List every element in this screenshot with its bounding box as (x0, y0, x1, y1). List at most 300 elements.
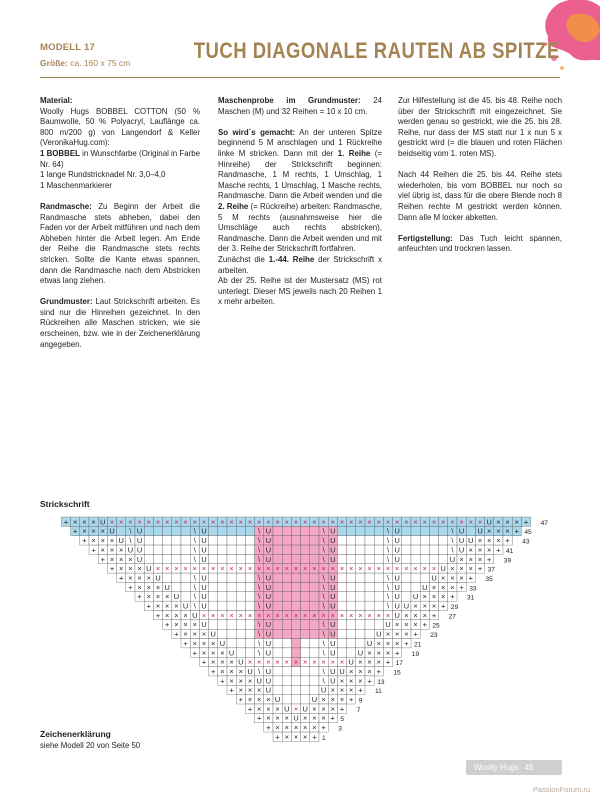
chart-cell (411, 554, 420, 563)
grundmuster-section (40, 297, 200, 350)
chart-symbol: × (431, 601, 437, 611)
chart-symbol: \ (322, 620, 325, 630)
chart-cell (439, 545, 448, 554)
chart-cell (245, 573, 254, 582)
chart-cell (411, 582, 420, 591)
chart-cell (310, 582, 319, 591)
chart-cell (402, 592, 411, 601)
chart-symbol: × (431, 517, 437, 527)
chart-symbol: \ (386, 601, 390, 611)
chart-symbol: U (265, 685, 272, 695)
chart-symbol: U (385, 620, 391, 630)
chart-cell (236, 573, 245, 582)
chart-cell (411, 545, 420, 554)
chart-symbol: \ (258, 536, 261, 546)
chart-symbol: × (450, 582, 455, 592)
chart-cell (209, 545, 218, 554)
chart-cell (310, 620, 319, 629)
chart-symbol: \ (322, 601, 325, 611)
chart-symbol: × (155, 601, 161, 611)
fertigstellung-label: Fertigstellung: (398, 233, 453, 243)
chart-cell (282, 545, 291, 554)
chart-symbol: \ (258, 526, 261, 536)
chart-cell (218, 526, 227, 535)
chart-symbol: × (284, 657, 289, 667)
chart-symbol: × (192, 564, 197, 574)
chart-cell (245, 592, 254, 601)
chart-symbol: + (413, 629, 418, 639)
chart-cell (282, 592, 291, 601)
chart-symbol: × (487, 545, 492, 555)
chart-cell (144, 536, 153, 545)
chart-symbol: + (487, 554, 492, 564)
chart-symbol: × (192, 629, 197, 639)
chart-cell (301, 582, 310, 591)
chart-cell (365, 536, 374, 545)
chart-cell (227, 601, 236, 610)
chart-symbol: U (477, 526, 483, 536)
chart-cell (236, 582, 245, 591)
chart-symbol: + (165, 620, 170, 630)
chart-cell (310, 667, 319, 676)
chart-cell (227, 629, 236, 638)
chart-symbol: \ (129, 526, 132, 536)
chart-symbol: U (265, 582, 272, 592)
chart-symbol: × (312, 723, 317, 733)
chart-cell (227, 536, 236, 545)
chart-symbol: U (458, 526, 465, 536)
chart-symbol: × (238, 685, 243, 695)
chart-symbol: × (165, 601, 170, 611)
chart-cell (273, 629, 282, 638)
chart-symbol: × (404, 610, 409, 620)
chart-symbol: × (257, 695, 262, 704)
chart-cell (301, 676, 310, 685)
chart-symbol: × (119, 554, 124, 564)
chart-cell (181, 592, 190, 601)
chart-symbol: + (496, 545, 501, 555)
chart-symbol: \ (129, 536, 132, 546)
chart-cell (291, 573, 300, 582)
chart-cell (291, 676, 300, 685)
chart-symbol: × (303, 610, 308, 620)
chart-cell (356, 536, 365, 545)
chart-cell (273, 676, 282, 685)
chart-symbol: U (394, 592, 400, 602)
chart-symbol: × (284, 564, 289, 574)
chart-cell (245, 639, 254, 648)
chart-symbol: × (257, 564, 262, 574)
chart-cell (218, 601, 227, 610)
chart-symbol: U (339, 666, 345, 676)
chart-cell (282, 685, 291, 694)
chart-symbol: × (229, 657, 234, 667)
chart-symbol: + (119, 573, 124, 583)
chart-symbol: U (265, 676, 272, 686)
chart-symbol: U (357, 648, 364, 658)
chart-symbol: × (441, 582, 446, 592)
chart-cell (291, 526, 300, 535)
chart-cell (356, 573, 365, 582)
chart-symbol: \ (322, 582, 325, 592)
chart-cell (245, 620, 254, 629)
chart-symbol: + (385, 657, 391, 667)
chart-cell (273, 582, 282, 591)
row-number-label: 41 (506, 547, 514, 555)
chart-cell (356, 554, 365, 563)
chart-symbol: × (91, 536, 96, 546)
chart-cell (273, 639, 282, 648)
row-number-label: 45 (524, 529, 532, 537)
chart-symbol: × (477, 554, 483, 564)
chart-symbol: × (100, 545, 105, 555)
chart-symbol: U (394, 582, 400, 592)
chart-symbol: U (201, 526, 207, 536)
chart-symbol: \ (451, 526, 454, 536)
chart-symbol: × (266, 564, 271, 574)
chart-symbol: × (128, 517, 133, 527)
fertigstellung-section (398, 234, 562, 255)
chart-symbol: × (349, 685, 354, 695)
chart-symbol: × (220, 564, 225, 574)
row-number-label: 1 (322, 734, 326, 742)
chart-symbol: × (100, 536, 105, 546)
chart-cell (273, 685, 282, 694)
chart-cell (347, 648, 356, 657)
chart-symbol: × (349, 666, 354, 676)
chart-cell (337, 648, 346, 657)
chart-symbol: U (330, 629, 336, 639)
chart-symbol: × (303, 732, 308, 742)
chart-symbol: \ (193, 536, 196, 546)
chart-cell (420, 573, 429, 582)
chart-symbol: × (201, 629, 207, 639)
chart-symbol: × (376, 610, 381, 620)
chart-symbol: U (394, 573, 400, 583)
chart-symbol: \ (258, 582, 261, 592)
chart-cell (356, 639, 365, 648)
chart-symbol: \ (386, 592, 390, 602)
chart-cell (245, 545, 254, 554)
chart-symbol: × (303, 657, 308, 667)
chart-symbol: × (367, 657, 372, 667)
chart-symbol: \ (258, 601, 261, 611)
chart-cell (337, 573, 346, 582)
chart-cell (273, 573, 282, 582)
chart-cell (310, 536, 319, 545)
chart-symbol: U (330, 676, 336, 686)
instructions-row-2: 2. Reihe (218, 201, 249, 211)
chart-symbol: U (394, 554, 400, 564)
chart-cell (172, 554, 181, 563)
chart-symbol: × (496, 526, 501, 536)
chart-symbol: × (477, 545, 483, 555)
chart-symbol: × (431, 564, 437, 574)
chart-symbol: × (385, 564, 391, 574)
chart-cell (245, 601, 254, 610)
chart-symbol: + (441, 601, 446, 611)
chart-cell (209, 582, 218, 591)
chart-cell (181, 554, 190, 563)
chart-symbol: × (155, 592, 161, 602)
chart-cell (374, 582, 383, 591)
chart-symbol: U (330, 620, 336, 630)
chart-symbol: U (201, 573, 207, 583)
chart-symbol: × (303, 723, 308, 733)
chart-symbol: \ (322, 554, 325, 564)
chart-symbol: \ (322, 638, 325, 648)
chart-symbol: \ (258, 648, 261, 658)
chart-symbol: × (247, 564, 253, 574)
chart-symbol: × (459, 573, 464, 583)
chart-cell (301, 545, 310, 554)
chart-symbol: U (265, 592, 272, 602)
chart-symbol: × (183, 620, 188, 630)
chart-symbol: × (284, 723, 289, 733)
chart-symbol: + (459, 582, 464, 592)
chart-cell (291, 592, 300, 601)
chart-symbol: \ (193, 545, 196, 555)
chart-symbol: U (330, 648, 336, 658)
chart-symbol: × (247, 676, 253, 686)
chart-symbol: + (220, 676, 225, 686)
chart-symbol: × (284, 713, 289, 723)
maschenprobe-text: 24 Maschen (M) und 32 Reihen = 10 x 10 cm. (218, 96, 382, 116)
chart-symbol: × (183, 629, 188, 639)
chart-cell (439, 536, 448, 545)
chart-cell (374, 573, 383, 582)
chart-symbol: U (265, 554, 272, 564)
chart-symbol: + (376, 666, 381, 676)
chart-symbol: × (238, 666, 243, 676)
footer-badge (466, 760, 562, 775)
chart-symbol: × (321, 657, 326, 667)
chart-symbol: U (302, 704, 308, 714)
chart-cell (310, 629, 319, 638)
chart-cell (310, 676, 319, 685)
chart-cell (365, 582, 374, 591)
chart-symbol: × (220, 657, 225, 667)
chart-symbol: × (450, 564, 455, 574)
chart-symbol: × (257, 517, 262, 527)
chart-symbol: + (63, 517, 69, 527)
chart-cell (163, 545, 172, 554)
chart-symbol: U (100, 517, 106, 527)
chart-cell (347, 629, 356, 638)
chart-symbol: × (284, 517, 289, 527)
chart-cell (356, 582, 365, 591)
chart-symbol: U (201, 620, 207, 630)
chart-symbol: \ (322, 592, 325, 602)
chart-symbol: × (441, 517, 446, 527)
size-value: ca. 160 x 75 cm (70, 58, 131, 68)
chart-symbol: \ (322, 526, 325, 536)
chart-symbol: × (238, 517, 243, 527)
chart-symbol: × (367, 564, 372, 574)
chart-symbol: + (229, 685, 234, 695)
chart-symbol: \ (386, 582, 390, 592)
chart-symbol: U (265, 536, 272, 546)
chart-symbol: × (385, 638, 391, 648)
chart-symbol: × (238, 564, 243, 574)
size-label: Größe: (40, 58, 68, 68)
chart-cell (273, 601, 282, 610)
chart-symbol: × (275, 657, 280, 667)
chart-symbol: \ (258, 554, 261, 564)
chart-symbol: × (91, 517, 96, 527)
chart-cell (429, 554, 438, 563)
chart-symbol: U (431, 573, 437, 583)
chart-symbol: × (339, 685, 345, 695)
chart-symbol: × (330, 685, 335, 695)
chart-cell (291, 620, 300, 629)
chart-symbol: × (422, 610, 427, 620)
chart-symbol: × (487, 526, 492, 536)
chart-symbol: × (385, 517, 391, 527)
randmasche-label: Randmasche: (40, 201, 92, 211)
chart-symbol: × (303, 713, 308, 723)
chart-symbol: × (422, 517, 427, 527)
chart-symbol: + (137, 592, 142, 602)
material-text: Woolly Hugs BOBBEL COTTON (50 % Baumwolle, 50 % Polyacryl, Lauflänge ca. 800 m/200 g) von Langendorf & Keller (VeronikaHug.com): (40, 106, 200, 148)
chart-symbol: × (165, 610, 170, 620)
chart-symbol: × (192, 620, 197, 630)
chart-symbol: U (265, 638, 272, 648)
row-number-label: 31 (467, 594, 475, 602)
chart-symbol: × (468, 545, 473, 555)
site-watermark: PassionForum.ru (532, 785, 590, 794)
chart-symbol: × (146, 592, 151, 602)
chart-symbol: U (330, 545, 336, 555)
chart-cell (153, 545, 162, 554)
maschenprobe-section (218, 96, 382, 117)
chart-cell (347, 592, 356, 601)
chart-cell (301, 554, 310, 563)
chart-cell (301, 695, 310, 704)
chart-symbol: U (284, 704, 290, 714)
chart-cell (301, 685, 310, 694)
chart-cell (301, 639, 310, 648)
chart-cell (245, 582, 254, 591)
text-column-3 (398, 96, 562, 266)
chart-symbol: × (358, 676, 363, 686)
chart-cell (411, 573, 420, 582)
chart-cell (153, 554, 162, 563)
chart-symbol: U (330, 536, 336, 546)
chart-symbol: × (211, 638, 216, 648)
chart-symbol: + (91, 545, 96, 555)
chart-symbol: \ (258, 573, 261, 583)
chart-cell (402, 526, 411, 535)
chart-symbol: × (459, 517, 464, 527)
chart-symbol: \ (386, 554, 390, 564)
chart-symbol: × (349, 517, 354, 527)
chart-symbol: × (211, 564, 216, 574)
chart-symbol: U (118, 536, 124, 546)
chart-symbol: × (413, 517, 418, 527)
chart-cell (227, 582, 236, 591)
chart-cell (218, 629, 227, 638)
randmasche-section (40, 202, 200, 287)
footer-label: Woolly Hugs (474, 763, 519, 772)
chart-cell (356, 545, 365, 554)
row-number-label: 3 (338, 725, 342, 733)
chart-cell (209, 554, 218, 563)
chart-cell (282, 601, 291, 610)
instructions-row-1: 1. Reihe (337, 148, 371, 158)
chart-cell (347, 601, 356, 610)
chart-symbol: U (265, 545, 272, 555)
chart-cell (153, 526, 162, 535)
chart-symbol: × (459, 554, 464, 564)
chart-cell (282, 695, 291, 704)
chart-symbol: U (201, 582, 207, 592)
chart-cell (245, 526, 254, 535)
size-line (40, 58, 130, 68)
chart-symbol: \ (322, 629, 325, 639)
chart-symbol: × (146, 517, 151, 527)
chart-cell (209, 620, 218, 629)
chart-symbol: U (330, 592, 336, 602)
chart-cell (172, 545, 181, 554)
chart-symbol: + (146, 601, 151, 611)
chart-symbol: × (247, 517, 253, 527)
chart-cell (402, 545, 411, 554)
chart-symbol: + (247, 704, 253, 714)
chart-cell (365, 573, 374, 582)
chart-cell (282, 648, 291, 657)
chart-cell (282, 573, 291, 582)
header-rule (40, 77, 560, 78)
chart-cell (236, 629, 245, 638)
chart-cell (420, 536, 429, 545)
chart-symbol: × (155, 517, 161, 527)
chart-symbol: + (330, 713, 335, 723)
row-number-label: 25 (432, 622, 440, 630)
chart-symbol: × (339, 517, 345, 527)
chart-symbol: \ (193, 601, 196, 611)
chart-symbol: + (514, 526, 519, 536)
instructions-text-2: (= Hinreihe) der Strickschrift beginnen: Randmasche, 1 M rechts, 1 Umschlag, 1 Masche rechts, 1 Umschlag, 1 Masche rechts, Randmasche. Dann die Arbeit wenden und die (218, 148, 382, 201)
chart-cell (347, 582, 356, 591)
chart-cell (402, 573, 411, 582)
chart-symbol: U (136, 554, 143, 564)
header (40, 38, 560, 82)
chart-symbol: \ (193, 573, 196, 583)
chart-cell (337, 582, 346, 591)
chart-symbol: × (73, 517, 78, 527)
chart-cell (310, 601, 319, 610)
chart-symbol: + (82, 536, 87, 546)
chart-symbol: + (155, 610, 161, 620)
chart-symbol: U (403, 601, 410, 611)
chart-cell (172, 582, 181, 591)
zunaechst-text-2: der Strickschrift x arbeiten. (218, 254, 383, 275)
chart-cell (163, 573, 172, 582)
chart-symbol: × (450, 573, 455, 583)
chart-symbol: × (358, 657, 363, 667)
material-section (40, 96, 200, 191)
chart-symbol: × (339, 695, 345, 704)
chart-symbol: × (128, 564, 133, 574)
grundmuster-label: Grundmuster: (40, 297, 93, 307)
chart-symbol: × (174, 517, 179, 527)
chart-cell (181, 582, 190, 591)
repeat-text: Nach 44 Reihen die 25. bis 44. Reihe stets wiederholen, bis vom BOBBEL nur noch so viel übrig ist, dass für die obere Blende noch 8 Reihen rechte M gestrickt werden können. Dann alle M locker abketten. (398, 170, 562, 222)
chart-cell (181, 536, 190, 545)
chart-symbol: × (275, 704, 280, 714)
chart-symbol: + (174, 629, 179, 639)
